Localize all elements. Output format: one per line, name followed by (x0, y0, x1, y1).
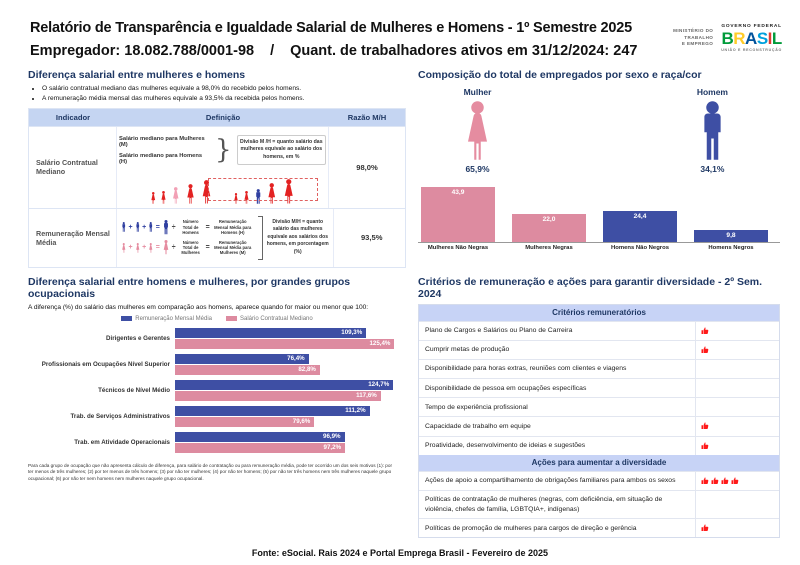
criteria-section-header: Critérios remuneratórios (419, 305, 779, 321)
gender-figures (418, 85, 780, 174)
woman-icon (135, 243, 141, 253)
men-count-label: Número Total de Homens (182, 219, 199, 236)
occupation-label: Técnicos de Nível Médio (98, 386, 170, 394)
women-average-formula: + + = ÷ Número Total de Mulheres = Remuneração Mensal Média para Mulheres (M) (121, 240, 254, 256)
source-footer: Fonte: eSocial. Rais 2024 e Portal Emprega Brasil - Fevereiro de 2025 (251, 548, 549, 559)
criteria-title: Critérios de remuneração e ações para garantir diversidade - 2º Sem. 2024 (418, 275, 763, 300)
thumbs-up-icon (711, 477, 719, 485)
employer-line (30, 43, 637, 59)
criterion-label: Políticas de promoção de mulheres para cargos de direção e gerência (425, 524, 637, 532)
criterion-marks (695, 341, 779, 359)
criteria-row (419, 397, 779, 416)
occ-bar: 124,7% (175, 380, 393, 390)
occupational-bar-chart (28, 328, 406, 453)
man-icon-median (254, 189, 263, 204)
criterion-label: Políticas de contratação de mulheres (negras, com deficiência, em situação de violência, chefes de família, LGBTQIA+, indígenas) (425, 496, 663, 513)
section-salary-gap (28, 69, 406, 268)
criterion-label: Disponibilidade para horas extras, reuniões com clientes e viagens (425, 365, 627, 373)
woman-icon (282, 179, 296, 204)
bar-value-label: 24,4 (633, 213, 647, 220)
female-figure-block (462, 87, 493, 174)
col-definicao: Definição (205, 112, 241, 122)
legend-swatch (226, 316, 237, 321)
criteria-row (419, 359, 779, 378)
definition-cell (117, 127, 329, 208)
male-figure-block (697, 87, 728, 174)
men-average-formula: + + = ÷ Número Total de Homens = Remuneração Mensal Média para Homens (H) (121, 219, 254, 235)
criterion-label: Capacidade de trabalho em equipe (425, 422, 531, 430)
occ-bar: 82,8% (175, 365, 320, 375)
report-header (0, 0, 800, 59)
def-men-median: Salário mediano para Homens (H) (119, 152, 203, 165)
male-label: Homem (696, 87, 728, 97)
criterion-marks (695, 417, 779, 435)
male-percent: 34,1% (700, 164, 725, 174)
brace-glyph: } (215, 135, 232, 165)
chart-legend (28, 316, 406, 322)
criterion-marks (695, 491, 779, 518)
legend-item: Remuneração Mensal Média (121, 316, 212, 322)
col-indicador: Indicador (55, 112, 91, 122)
bracket-glyph (258, 216, 263, 260)
criterion-marks (695, 379, 779, 397)
table-row-median-salary (29, 126, 405, 208)
woman-icon (185, 184, 196, 204)
man-icon (135, 222, 141, 232)
ratio-average: 93,5% (360, 233, 383, 242)
main-grid (0, 59, 800, 538)
criteria-section-header: Ações para aumentar a diversidade (419, 455, 779, 471)
occ-row (28, 432, 406, 453)
brasil-wordmark: BRASIL (721, 29, 782, 48)
criterion-label: Proatividade, desenvolvimento de ideias e sugestões (425, 442, 586, 450)
composition-bar (603, 211, 677, 242)
bar-category-label: Mulheres Não Negras (427, 245, 489, 251)
brasil-gov-logo (721, 24, 782, 52)
occ-bar: 117,6% (175, 391, 381, 401)
bar-category-label: Homens Negros (708, 245, 754, 251)
occupation-label: Profissionais em Ocupações Nível Superior (41, 360, 170, 368)
gov-tagline: UNIÃO E RECONSTRUÇÃO (721, 48, 782, 52)
woman-icon (121, 243, 127, 253)
thumbs-up-icon (701, 327, 709, 335)
criterion-marks (695, 437, 779, 455)
thumbs-up-icon (701, 442, 709, 450)
occupation-label: Dirigentes e Gerentes (106, 334, 170, 342)
salary-gap-bullets (42, 85, 406, 102)
composition-race-chart (418, 184, 780, 243)
occ-bar: 79,6% (175, 417, 314, 427)
salary-gap-title: Diferença salarial entre mulheres e homens (28, 69, 246, 81)
occ-bars (175, 432, 406, 453)
occ-bar: 125,4% (175, 339, 394, 349)
occ-bars (175, 354, 406, 375)
bar-value-label: 9,8 (726, 232, 736, 239)
division-note: Divisão M/H = quanto salário das mulheres equivale aos salários dos homens, em porcentagem (%) (266, 218, 329, 255)
criteria-row (419, 518, 779, 537)
occupational-title: Diferença salarial entre homens e mulheres, por grandes grupos ocupacionais (28, 275, 351, 300)
occ-bar: 111,2% (175, 406, 370, 416)
occ-row (28, 406, 406, 427)
active-workers: Quant. de trabalhadores ativos em 31/12/2024: 247 (290, 43, 638, 59)
bullet-average-pay: • A remuneração média mensal das mulheres equivale a 93,5% da recebida pelos homens. (42, 95, 406, 102)
woman-icon (233, 193, 239, 204)
woman-icon (148, 243, 154, 253)
man-icon (121, 222, 127, 232)
occ-bar: 76,4% (175, 354, 309, 364)
criterion-label: Ações de apoio a compartilhamento de obrigações familiares para ambos os sexos (425, 477, 676, 485)
occ-bars (175, 328, 406, 349)
government-logos (673, 24, 782, 52)
indicator-table (28, 108, 406, 268)
table-row-average-pay (29, 208, 405, 267)
thumbs-up-icon (721, 477, 729, 485)
occ-bar: 97,2% (175, 443, 345, 453)
criteria-row (419, 340, 779, 359)
def-women-median: Salário mediano para Mulheres (M) (119, 135, 205, 148)
criterion-label: Cumprir metas de produção (425, 346, 510, 354)
criteria-row (419, 378, 779, 397)
composition-bar (512, 214, 586, 242)
criterion-marks (695, 472, 779, 490)
criterion-marks (695, 398, 779, 416)
composition-race-categories (418, 243, 780, 251)
indicator-table-header (29, 109, 405, 126)
men-result-label: Remuneração Mensal Média para Homens (H) (214, 219, 252, 236)
occ-row (28, 380, 406, 401)
composition-bar-column (421, 187, 495, 242)
bar-category-label: Homens Não Negros (611, 245, 669, 251)
criterion-label: Tempo de experiência profissional (425, 403, 528, 411)
woman-icon-large (462, 101, 493, 161)
bullet-median-salary: • O salário contratual mediano das mulheres equivale a 98,0% do recebido pelos homens. (42, 85, 406, 92)
bar-category-label: Mulheres Negras (525, 245, 573, 251)
occupation-label: Trab. de Serviços Administrativos (70, 412, 170, 420)
bar-value-label: 22,0 (542, 216, 556, 223)
occ-bars (175, 406, 406, 427)
criterion-label: Plano de Cargos e Salários ou Plano de Carreira (425, 327, 573, 334)
criteria-row (419, 436, 779, 455)
criteria-row (419, 471, 779, 490)
composition-title: Composição do total de empregados por sexo e raça/cor (418, 69, 702, 81)
report-title: Relatório de Transparência e Igualdade Salarial de Mulheres e Homens - 1º Semestre 2025 (30, 20, 632, 36)
ministry-logo-text: MINISTÉRIO DO TRABALHO E EMPREGO (673, 27, 714, 47)
criteria-table (418, 304, 780, 539)
thumbs-up-icon (701, 346, 709, 354)
gov-federal-label: GOVERNO FEDERAL (721, 24, 782, 29)
man-icon (148, 222, 154, 232)
women-count-label: Número Total de Mulheres (181, 239, 200, 256)
section-occupational (28, 276, 406, 539)
composition-bar-column (694, 230, 768, 242)
woman-icon (243, 191, 250, 204)
composition-bar (694, 230, 768, 242)
legend-swatch (121, 316, 132, 321)
indicator-name: Salário Contratual Mediano (36, 158, 98, 176)
man-icon-large (697, 101, 728, 161)
criterion-marks (695, 519, 779, 537)
occ-row (28, 328, 406, 349)
female-label: Mulher (463, 87, 492, 97)
header-titles (30, 20, 637, 59)
criterion-label: Disponibilidade de pessoa em ocupações específicas (425, 384, 587, 392)
criterion-marks (695, 360, 779, 378)
division-note: Divisão M /H = quanto salário das mulheres equivale ao salário dos homens, em % (237, 135, 326, 166)
ratio-median: 98,0% (356, 162, 378, 172)
woman-icon (160, 191, 167, 204)
occ-bar: 96,9% (175, 432, 345, 442)
section-composition (418, 69, 780, 268)
occ-bars (175, 380, 406, 401)
thumbs-up-icon (701, 524, 709, 532)
composition-bar (421, 187, 495, 242)
median-highlight-box (208, 178, 318, 201)
legend-item: Salário Contratual Mediano (226, 316, 313, 322)
col-razao: Razão M/H (347, 112, 387, 122)
thumbs-up-icon (701, 477, 709, 485)
criterion-marks (695, 322, 779, 340)
bar-value-label: 43,9 (451, 189, 465, 196)
employer-id: Empregador: 18.082.788/0001-98 (30, 43, 255, 59)
chart-footnote: Para cada grupo de ocupação que não apresenta cálculo de diferença, para salário de contratação ou para remuneração média, pode ter ocorrido um dos seis motivos (1): por ter menos de três mulheres; (2) por ter menos de três homens; (3) por não ter mulheres; (4) por não ter homens; (5) por não ter três homens nem três mulheres naquele grupo ocupacional; (6) por não ter nem homens nem mulheres naquele grupo ocupacional. (28, 462, 393, 482)
thumbs-up-icon (731, 477, 739, 485)
occupation-label: Trab. em Atividade Operacionais (74, 438, 170, 446)
indicator-name: Remuneração Mensal Média (36, 228, 110, 247)
woman-icon-large (162, 240, 170, 255)
criteria-row (419, 416, 779, 435)
separator: / (270, 43, 275, 59)
criteria-row (419, 321, 779, 340)
woman-icon-median (171, 187, 181, 204)
section-criteria (418, 276, 780, 539)
woman-icon (200, 180, 213, 204)
woman-icon (150, 192, 157, 204)
occupational-subtitle: A diferença (%) do salário das mulheres em comparação aos homens, aparece quando for maior ou menor que 100: (28, 303, 369, 311)
woman-icon (266, 183, 278, 204)
women-result-label: Remuneração Mensal Média para Mulheres (M) (214, 239, 252, 256)
occ-bar: 109,3% (175, 328, 366, 338)
composition-bar-column (603, 211, 677, 242)
criteria-row (419, 490, 779, 518)
female-percent: 65,9% (465, 164, 490, 174)
occ-row (28, 354, 406, 375)
median-people-diagram (150, 176, 296, 204)
composition-bar-column (512, 214, 586, 242)
man-icon-large (162, 220, 170, 235)
definition-cell (117, 209, 334, 267)
thumbs-up-icon (701, 422, 709, 430)
